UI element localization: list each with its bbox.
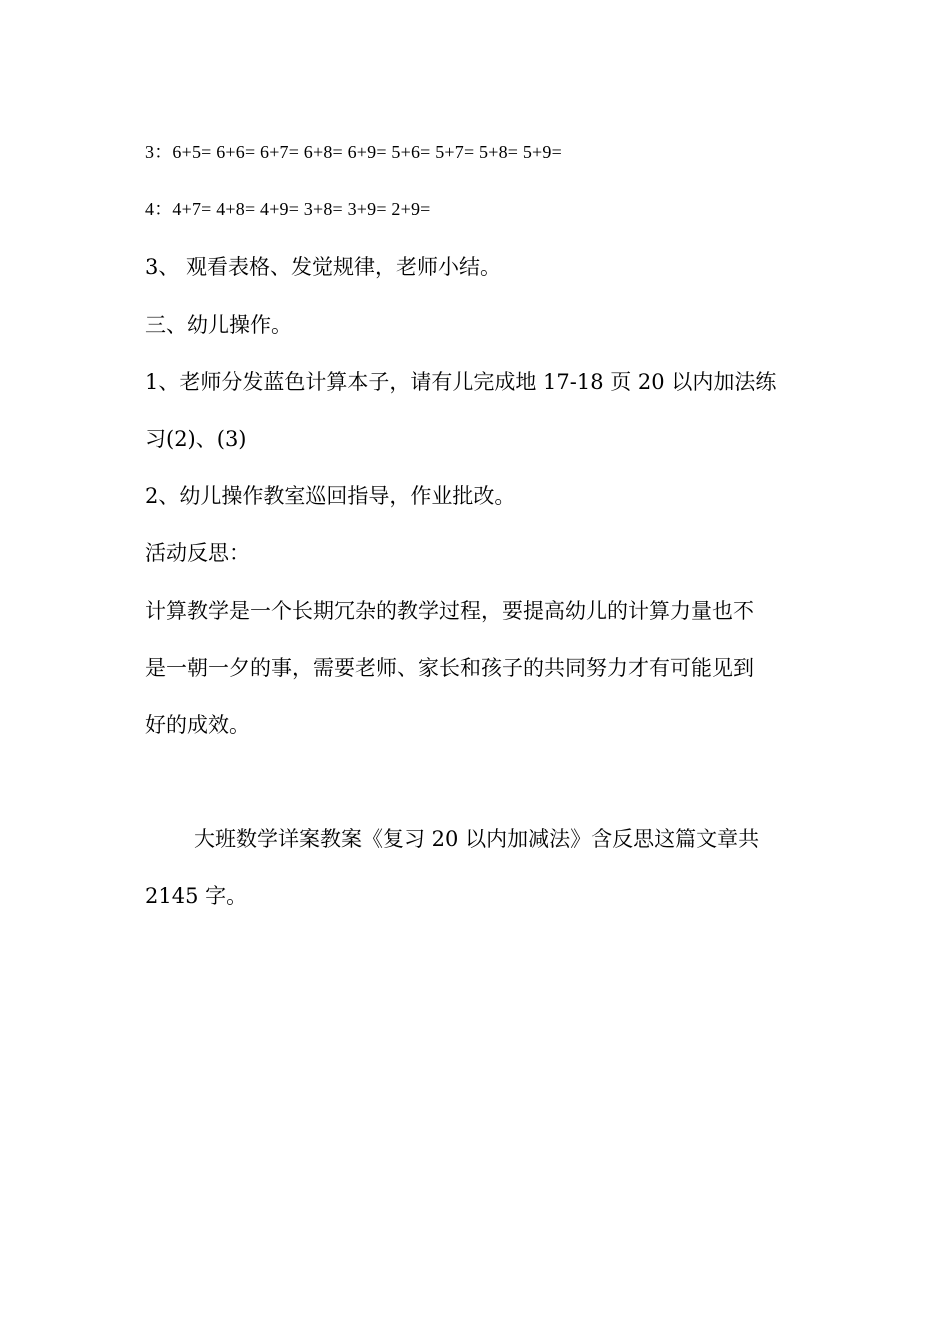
operation-step-2: 2、幼儿操作教室巡回指导，作业批改。 (145, 484, 516, 508)
operation-step-1-line-1: 1、老师分发蓝色计算本子，请有儿完成地 17-18 页 20 以内加法练 (145, 370, 777, 394)
equation-row-4: 4：4+7= 4+8= 4+9= 3+8= 3+9= 2+9= (145, 199, 431, 219)
section-heading-operation: 三、幼儿操作。 (145, 313, 292, 337)
article-summary-line-1: 大班数学详案教案《复习 20 以内加减法》含反思这篇文章共 (194, 827, 760, 851)
step-3-text: 3、 观看表格、发觉规律，老师小结。 (145, 255, 502, 279)
reflection-heading: 活动反思： (145, 541, 250, 565)
reflection-paragraph-line-3: 好的成效。 (145, 713, 250, 737)
operation-step-1-line-2: 习(2)、(3) (145, 427, 247, 451)
reflection-paragraph-line-2: 是一朝一夕的事，需要老师、家长和孩子的共同努力才有可能见到 (145, 656, 754, 680)
equation-row-3: 3：6+5= 6+6= 6+7= 6+8= 6+9= 5+6= 5+7= 5+8= 5+9= (145, 142, 562, 162)
reflection-paragraph-line-1: 计算教学是一个长期冗杂的教学过程，要提高幼儿的计算力量也不 (145, 599, 754, 623)
article-summary-line-2: 2145 字。 (145, 884, 248, 908)
